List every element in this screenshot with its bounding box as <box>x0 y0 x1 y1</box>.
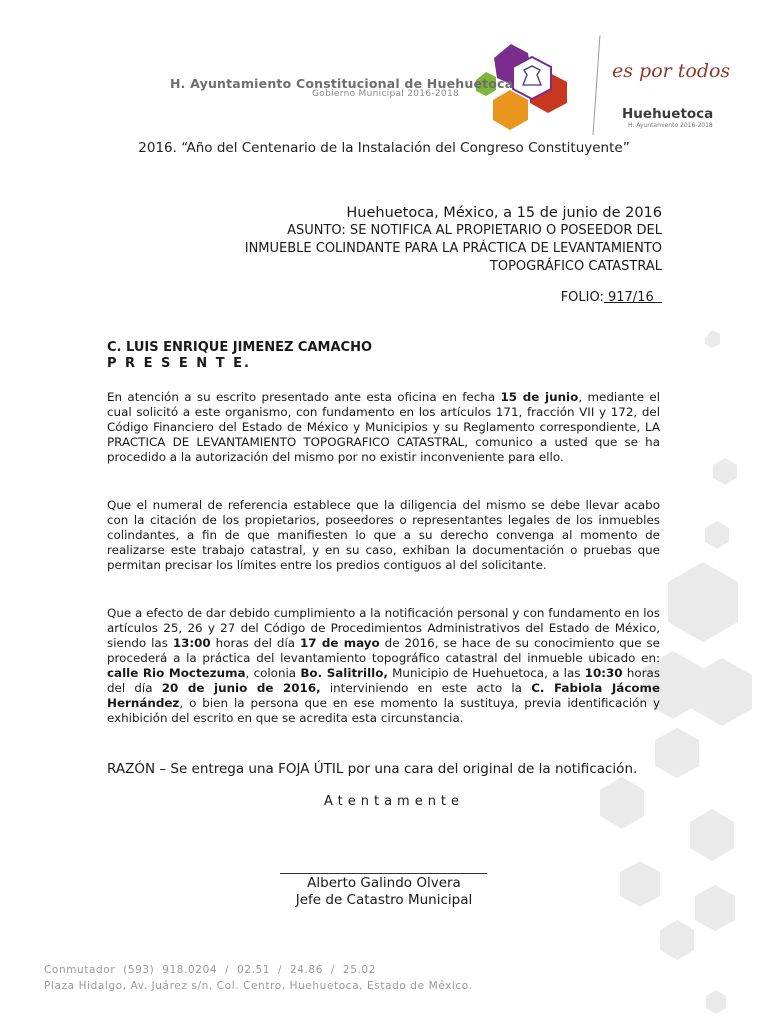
text-span: , o bien la persona que en ese momento la sustituya, previa identificación y exhibición del escrito en que se acredita esta circunstancia. <box>107 696 660 725</box>
text-span: Que a efecto de dar debido cumplimiento a la notificación personal y con fundamento en los artículos 25, 26 y 27 del Código de Procedimientos Administrativos del Estado de México, siendo las <box>107 606 660 650</box>
government-period: Gobierno Municipal 2016-2018 <box>312 89 460 99</box>
brand-slogan: es por todos <box>612 60 731 82</box>
hexagon-decoration <box>668 562 738 642</box>
bold-span: 15 de junio <box>500 390 579 404</box>
text-span: En atención a su escrito presentado ante esta oficina en fecha <box>107 390 501 404</box>
text-span: , mediante el cual solicitó a este organismo, con fundamento en los artículos 171, fracción VII y 172, del Código Financiero del Estado de México y Municipios y su Reglamento correspondiente, LA PRACTICA DE LEVANTAMIENTO TOPOGRAFICO CATASTRAL, comunico a usted que se ha procedido a la autorización del mismo por no existir inconveniente para ello. <box>107 390 661 464</box>
subject: ASUNTO: SE NOTIFICA AL PROPIETARIO O POSEEDOR DEL INMUEBLE COLINDANTE PARA LA PRÁCTICA DE LEVANTAMIENTO TOPOGRÁFICO CATASTRAL <box>244 223 662 274</box>
body-paragraph-1 <box>107 390 660 465</box>
hexagon-decoration <box>655 728 699 778</box>
text-span: de 2016, se hace de su conocimiento que se procederá a la práctica del levantamiento topográfico catastral del inmueble ubicado en: <box>107 636 660 665</box>
brand-subtitle: H. Ayuntamiento 2016-2018 <box>628 122 713 129</box>
hexagon-decoration <box>705 330 720 348</box>
bold-span: Bo. Salitrillo, <box>300 666 388 680</box>
body-paragraph-2: Que el numeral de referencia establece que la diligencia del mismo se debe llevar acabo con la citación de los propietarios, poseedores o representantes legales de los inmuebles colindantes, a fin de que manifiesten lo que a su derecho convenga al momento de realizarse este trabajo catastral, y en su caso, exhiban la documentación o pruebas que permitan precisar los límites entre los predios contiguos al del solicitante. <box>107 498 660 572</box>
footer-address: Plaza Hidalgo, Av. Juárez s/n, Col. Centro, Huehuetoca, Estado de México. <box>44 980 473 992</box>
signer-name: Alberto Galindo Olvera <box>307 875 461 891</box>
signature-block <box>0 875 768 909</box>
folio-number: 917/16 <box>603 290 662 305</box>
signer-title: Jefe de Catastro Municipal <box>295 892 473 908</box>
folio-label: FOLIO: <box>560 290 604 305</box>
footer-phone: Conmutador (593) 918.0204 / 02.51 / 24.86 / 25.02 <box>44 964 376 976</box>
razon-note: RAZÓN – Se entrega una FOJA ÚTIL por una cara del original de la notificación. <box>107 761 638 777</box>
hexagon-decoration <box>705 521 729 549</box>
signature-line <box>280 873 487 874</box>
recipient-name: C. LUIS ENRIQUE JIMENEZ CAMACHO <box>107 340 373 355</box>
logo-hexagon-orange <box>493 90 528 130</box>
text-span: horas del día <box>210 636 300 650</box>
text-span: interviniendo en este acto la <box>320 681 532 695</box>
institution-name: H. Ayuntamiento Constitucional de Huehuetoca <box>170 76 514 91</box>
bold-span: 17 de mayo <box>300 636 380 650</box>
logo-hexagon-center <box>513 57 551 99</box>
bold-span: calle Rio Moctezuma <box>107 666 246 680</box>
text-span: horas del día <box>107 666 661 695</box>
folio <box>561 290 662 305</box>
hexagon-decoration <box>690 809 734 861</box>
recipient-greeting: P R E S E N T E. <box>107 356 251 371</box>
brand-city: Huehuetoca <box>622 106 714 122</box>
closing: Atentamente <box>323 794 465 809</box>
bold-span: 13:00 <box>172 636 211 650</box>
recipient-block <box>107 340 372 372</box>
bold-span: 20 de junio de 2016, <box>161 681 321 695</box>
year-motto: 2016. “Año del Centenario de la Instalación del Congreso Constituyente” <box>138 140 630 156</box>
bold-span: C. Fabiola Jácome Hernández <box>107 681 661 710</box>
body-paragraph-3 <box>107 606 660 726</box>
hexagon-decoration <box>706 990 726 1014</box>
place-date: Huehuetoca, México, a 15 de junio de 2016 <box>346 205 662 221</box>
text-span: , colonia <box>245 666 301 680</box>
bold-span: 10:30 <box>584 666 623 680</box>
footer <box>44 962 473 994</box>
hexagon-decoration <box>713 458 737 485</box>
hexagon-decoration <box>660 920 694 960</box>
text-span: Municipio de Huehuetoca, a las <box>387 666 585 680</box>
